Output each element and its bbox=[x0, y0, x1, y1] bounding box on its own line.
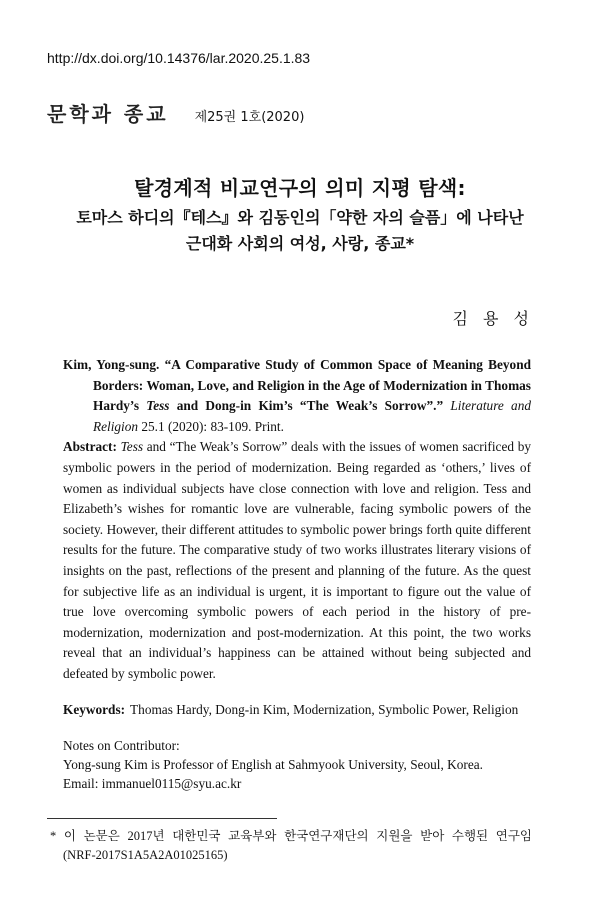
author-name: 김 용 성 bbox=[452, 309, 534, 328]
abstract bbox=[63, 437, 531, 684]
title-subtitle-2: 근대화 사회의 여성, 사랑, 종교* bbox=[185, 234, 415, 253]
notes-email[interactable]: Email: immanuel0115@syu.ac.kr bbox=[63, 776, 242, 792]
doi-link[interactable]: http://dx.doi.org/10.14376/lar.2020.25.1.83 bbox=[47, 50, 311, 66]
title-main: 탈경계적 비교연구의 의미 지평 탐색: bbox=[134, 176, 466, 200]
keywords-label: Keywords: bbox=[63, 701, 126, 717]
paper-title bbox=[20, 175, 580, 257]
journal-header bbox=[47, 98, 304, 127]
title-subtitle: 토마스 하디의『테스』와 김동인의「약한 자의 슬픔」에 나타난 bbox=[76, 208, 524, 227]
citation-bold-2: and Dong-in Kim’s “The Weak’s Sorrow”.” bbox=[169, 398, 444, 414]
footnote-text: * 이 논문은 2017년 대한민국 교육부와 한국연구재단의 지원을 받아 수행된 연구임 bbox=[50, 829, 532, 843]
notes-heading: Notes on Contributor: bbox=[63, 738, 180, 754]
footnote-grant: (NRF-2017S1A5A2A01025165) bbox=[63, 848, 228, 862]
keywords-text: Thomas Hardy, Dong-in Kim, Modernization, Symbolic Power, Religion bbox=[130, 701, 519, 717]
journal-logo: 문학과 종교 bbox=[47, 102, 169, 126]
citation-journal: Literature and Religion bbox=[93, 398, 531, 434]
volume-issue: 제25권 1호(2020) bbox=[194, 110, 305, 125]
notes-affiliation: Yong-sung Kim is Professor of English at Sahmyook University, Seoul, Korea. bbox=[63, 757, 483, 773]
contributor-notes bbox=[63, 736, 531, 793]
citation-bold: Kim, Yong-sung. “A Comparative Study of Common Space of Meaning Beyond Borders: Woman, Love, and Religion in the Age of Modernization in Thomas Hardy’s bbox=[63, 357, 531, 414]
footnote-divider bbox=[47, 818, 277, 819]
abstract-section bbox=[63, 355, 531, 793]
footnote bbox=[50, 827, 532, 865]
citation-title-italic: Tess bbox=[146, 398, 170, 414]
abstract-italic: Tess bbox=[120, 439, 144, 455]
abstract-label: Abstract: bbox=[63, 439, 117, 455]
citation bbox=[63, 355, 531, 437]
citation-rest: 25.1 (2020): 83-109. Print. bbox=[138, 418, 284, 434]
abstract-text: and “The Weak’s Sorrow” deals with the issues of women sacrificed by symbolic powers in the period of modernization. Being regarded as ‘others,’ lives of women as individual subjects have close connection with love and religion. Tess and Elizabeth’s wishes for romantic love are vulnerable, facing symbolic powers of the society. However, their different attitudes to symbolic power brings forth quite different results for the future. The comparative study of two works illustrates literary visions of insights on the past, reflections of the present and planning of the future. As the quest for subjective life as an individual is urgent, it is important to figure out the value of true love overcoming symbolic powers of each period in the history of pre-modernization, modernization and post-modernization. At this point, the two works reveal that an individual’s happiness can be attained without being subjected and defeated by symbolic power. bbox=[63, 439, 531, 681]
keywords bbox=[63, 700, 531, 721]
